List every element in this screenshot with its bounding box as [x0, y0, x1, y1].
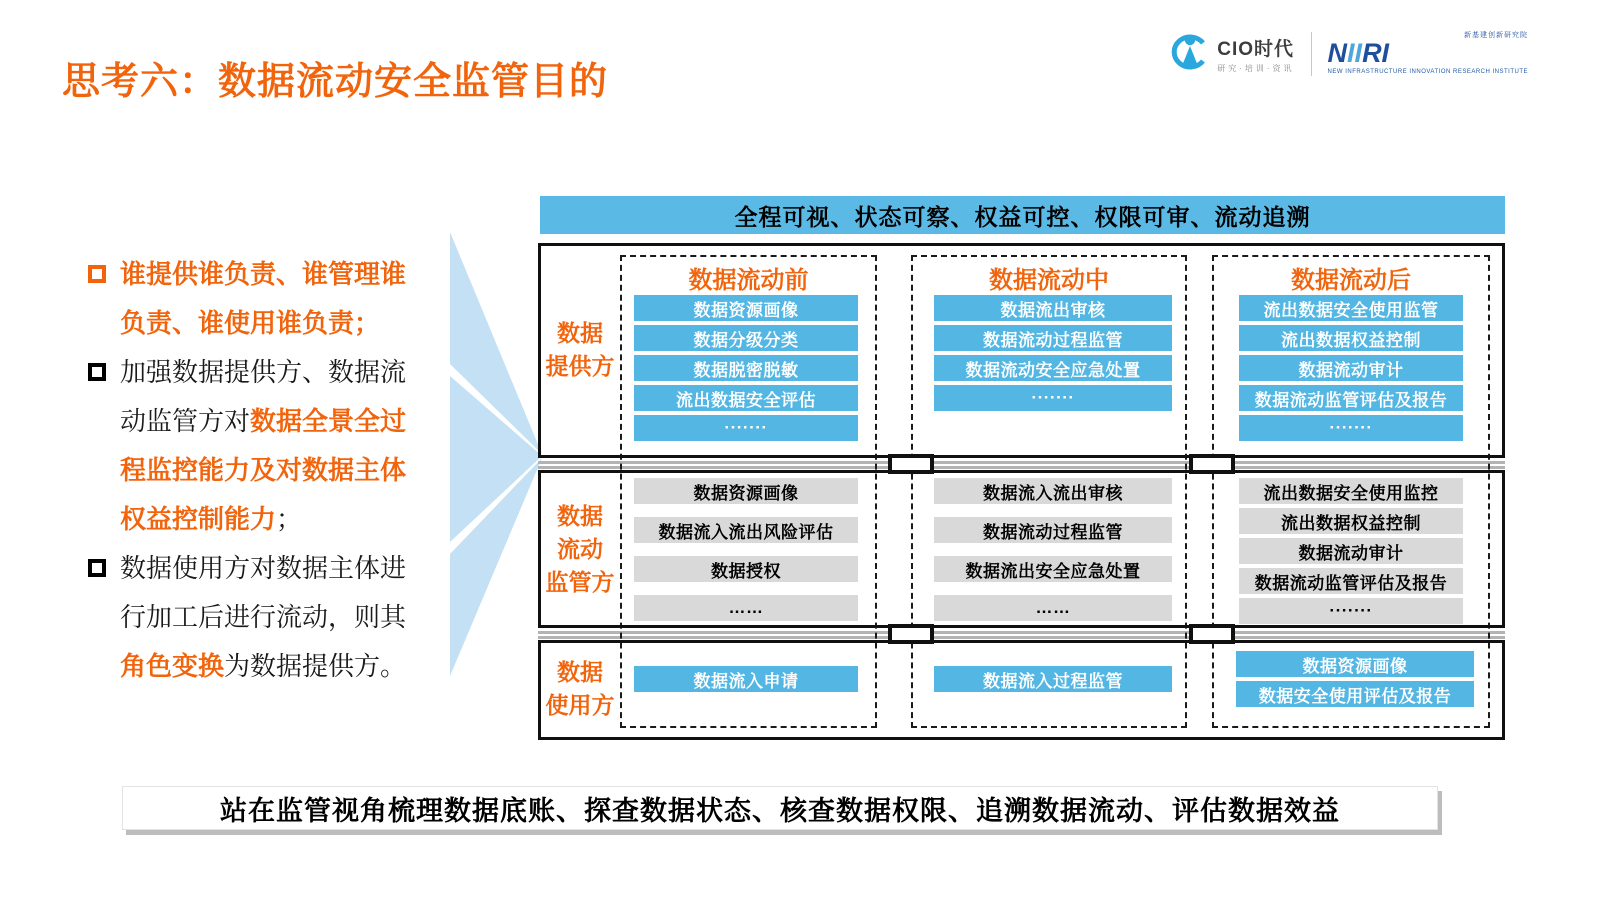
matrix-item: 数据流动安全应急处置: [934, 355, 1172, 381]
page-title: 思考六：数据流动安全监管目的: [62, 61, 609, 103]
matrix-item: 数据流入过程监管: [934, 666, 1172, 692]
matrix-item: 流出数据安全使用监控: [1239, 478, 1463, 504]
connector: [1189, 454, 1235, 474]
niiri-logo: [1328, 32, 1528, 75]
matrix-item: ……: [634, 595, 858, 621]
column-header-during: 数据流动中: [989, 267, 1109, 294]
square-bullet-icon: [88, 363, 106, 381]
matrix-item: 数据脱密脱敏: [634, 355, 858, 381]
bullet-item-1: 谁提供谁负责、谁管理谁负责、谁使用谁负责；: [88, 250, 444, 348]
bullet-item-3: 数据使用方对数据主体进行加工后进行流动，则其角色变换为数据提供方。: [88, 544, 444, 691]
bullet-item-2: 加强数据提供方、数据流动监管方对数据全景全过程监控能力及对数据主体权益控制能力；: [88, 348, 444, 544]
matrix-item: 数据流动过程监管: [934, 325, 1172, 351]
matrix-item: 数据流入流出风险评估: [634, 517, 858, 543]
logo-area: [1169, 30, 1528, 77]
matrix-item: 流出数据安全使用监管: [1239, 295, 1463, 321]
matrix-item: 数据分级分类: [634, 325, 858, 351]
matrix-item: 数据流动审计: [1239, 355, 1463, 381]
matrix-item: 数据资源画像: [634, 478, 858, 504]
logo-divider: [1311, 32, 1312, 76]
matrix-item: 数据授权: [634, 556, 858, 582]
column-header-before: 数据流动前: [688, 267, 809, 294]
matrix-item: 数据流出安全应急处置: [934, 556, 1172, 582]
matrix-item: 数据资源画像: [634, 295, 858, 321]
niiri-logo-cn: 新基建创新研究院: [1464, 32, 1528, 39]
arrow-right-icon: [438, 224, 550, 686]
cio-logo-tagline: 研究·培训·资讯: [1217, 63, 1295, 73]
row-label-regulator: 数据 流动 监管方: [545, 503, 615, 595]
matrix-item: 数据流入申请: [634, 666, 858, 692]
matrix-item: 流出数据权益控制: [1239, 325, 1463, 351]
bottom-banner: 站在监管视角梳理数据底账、探查数据状态、核查数据权限、追溯数据流动、评估数据效益: [122, 786, 1438, 830]
column-header-after: 数据流动后: [1291, 267, 1411, 294]
matrix-item: 流出数据安全评估: [634, 385, 858, 411]
connector: [888, 624, 934, 644]
matrix-item: 数据流动过程监管: [934, 517, 1172, 543]
matrix-item: ·······: [634, 415, 858, 441]
matrix-item: 数据流出审核: [934, 295, 1172, 321]
matrix-item: ·······: [934, 385, 1172, 411]
cio-person-icon: [1169, 30, 1211, 77]
connector: [1189, 624, 1235, 644]
row-label-user: 数据 使用方: [545, 659, 615, 718]
matrix-item: 数据流动监管评估及报告: [1239, 385, 1463, 411]
matrix-item: 流出数据权益控制: [1239, 508, 1463, 534]
cio-logo: [1169, 30, 1294, 77]
square-bullet-icon: [88, 559, 106, 577]
niiri-logo-text: NIIRI: [1327, 38, 1390, 68]
niiri-logo-en: NEW INFRASTRUCTURE INNOVATION RESEARCH INSTITUTE: [1327, 69, 1528, 75]
matrix-item: ……: [934, 595, 1172, 621]
connector: [888, 454, 934, 474]
matrix-item: 数据资源画像: [1236, 651, 1474, 677]
square-bullet-icon: [88, 265, 106, 283]
bullet-list: [88, 250, 444, 691]
matrix-item: 数据流动审计: [1239, 538, 1463, 564]
top-banner: 全程可视、状态可察、权益可控、权限可审、流动追溯: [540, 196, 1505, 234]
row-label-provider: 数据 提供方: [545, 320, 615, 379]
matrix-item: 数据流动监管评估及报告: [1239, 568, 1463, 594]
matrix-item: 数据安全使用评估及报告: [1236, 681, 1474, 707]
matrix-item: ·······: [1239, 598, 1463, 624]
cio-logo-text: CIO时代: [1217, 38, 1294, 60]
matrix-item: 数据流入流出审核: [934, 478, 1172, 504]
matrix-item: ·······: [1239, 415, 1463, 441]
